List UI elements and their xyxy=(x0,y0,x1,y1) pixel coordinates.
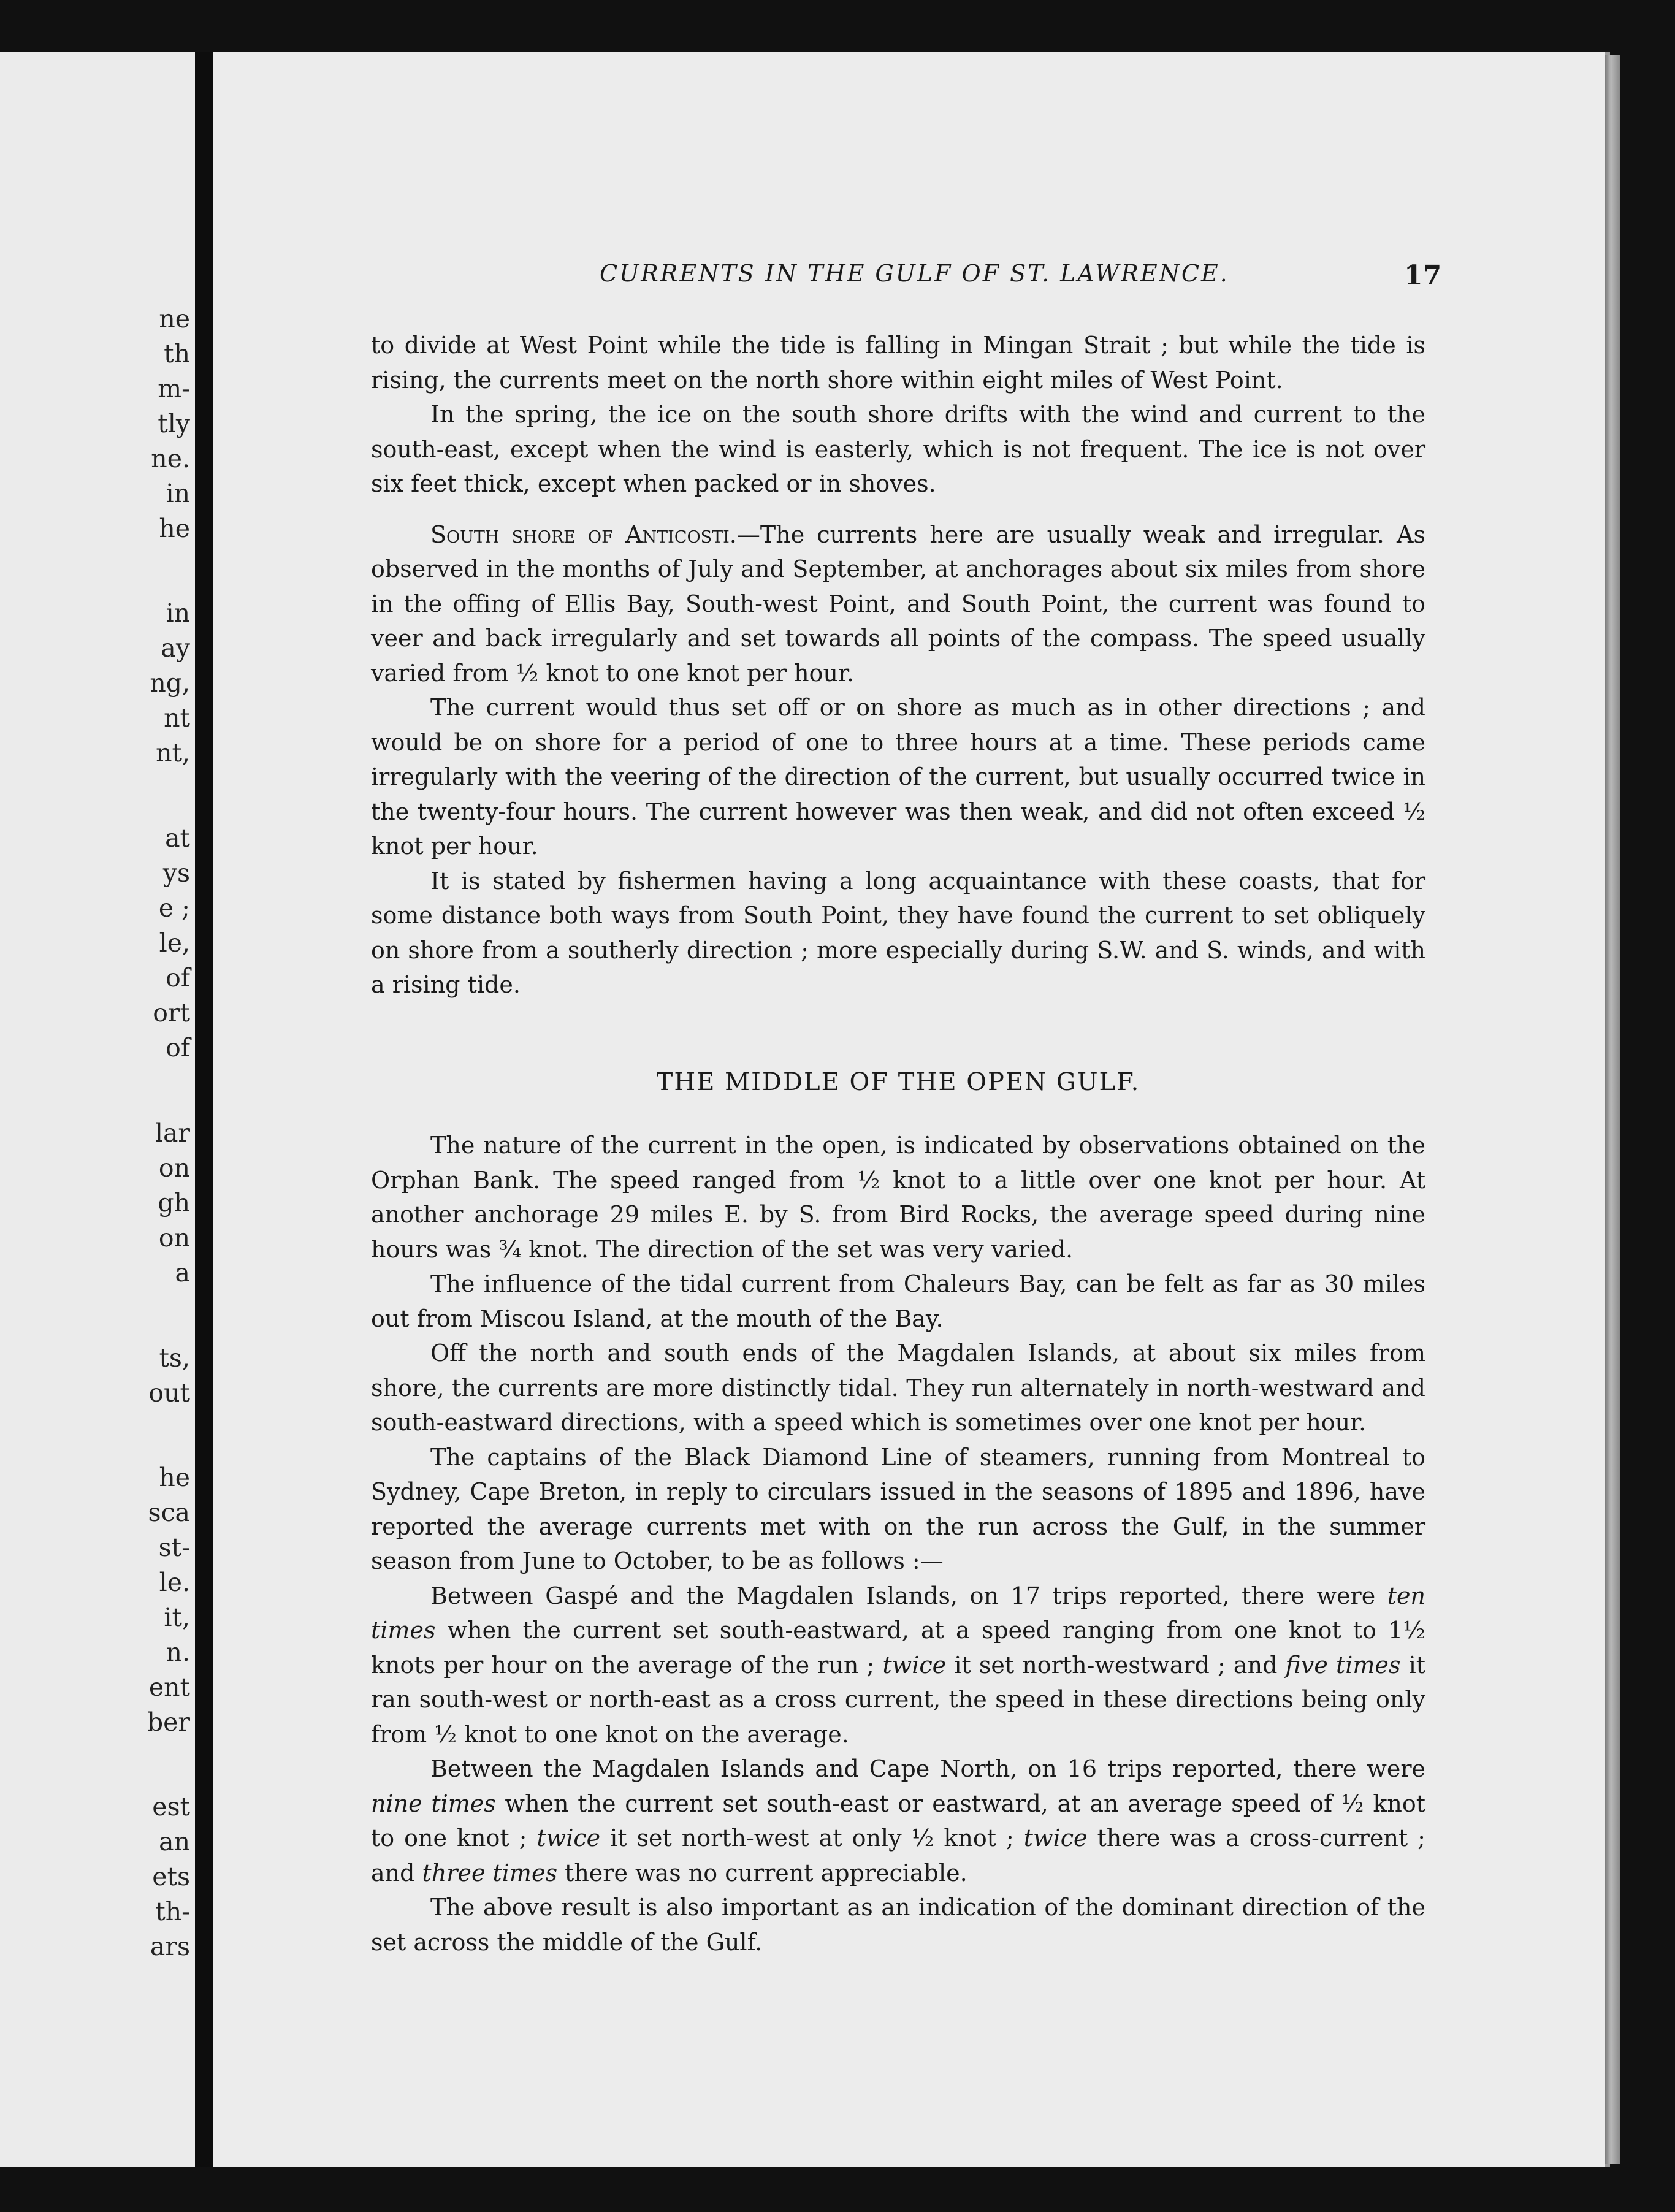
emphasis: twice xyxy=(536,1825,601,1852)
paragraph xyxy=(371,1752,1425,1890)
margin-word: ng, xyxy=(150,668,190,698)
section-heading: THE MIDDLE OF THE OPEN GULF. xyxy=(656,1068,1140,1096)
emphasis: twice xyxy=(1023,1825,1088,1852)
page-edge xyxy=(1605,55,1620,2164)
paragraph: The nature of the current in the open, is indicated by observations obtained on the Orphan Bank. The speed ranged from ½ knot to a little over one knot per hour. At another anchorage 29 miles E. by S. from Bird Rocks, the average speed during nine hours was ¾ knot. The direction of the set was very varied. xyxy=(371,1132,1425,1263)
emphasis: nine times xyxy=(371,1790,496,1817)
margin-word: ne xyxy=(159,304,190,334)
margin-word: ne. xyxy=(151,444,190,473)
paragraph-text: it ran south-west or north-east as a cross current, the speed in these directions being only from ½ knot to one knot on the average. xyxy=(371,1651,1425,1748)
margin-word: ort xyxy=(153,998,190,1028)
paragraph: The influence of the tidal current from Chaleurs Bay, can be felt as far as 30 miles out from Miscou Island, at the mouth of the Bay. xyxy=(371,1270,1425,1332)
margin-word: ber xyxy=(147,1707,190,1737)
paragraph-text: when the current set south-east or eastward, at an average speed of ½ knot to one knot ; xyxy=(371,1790,1425,1852)
margin-word: ars xyxy=(150,1932,190,1961)
margin-word: of xyxy=(166,963,190,993)
running-title: CURRENTS IN THE GULF OF ST. LAWRENCE. xyxy=(600,260,1229,287)
paragraph-text: there was no current appreciable. xyxy=(557,1859,967,1886)
paragraph: It is stated by fishermen having a long acquaintance with these coasts, that for some distance both ways from South Point, they have found the current to set obliquely on shore from a southerly direction ; more especially during S.W. and S. winds, and with a rising tide. xyxy=(371,867,1425,998)
margin-word: of xyxy=(166,1033,190,1062)
margin-word: e ; xyxy=(158,893,190,923)
margin-word: at xyxy=(165,823,190,853)
margin-word: sca xyxy=(148,1498,190,1527)
margin-word: nt, xyxy=(156,738,190,768)
paragraph-text: it set north-westward ; and xyxy=(946,1651,1286,1679)
emphasis: three times xyxy=(422,1859,557,1886)
margin-word: le, xyxy=(159,928,190,958)
margin-word: on xyxy=(158,1153,190,1183)
margin-word: a xyxy=(175,1258,190,1287)
paragraph: The captains of the Black Diamond Line of steamers, running from Montreal to Sydney, Cape Breton, in reply to circulars issued in the seasons of 1895 and 1896, have reported the average currents met with on the run across the Gulf, in the summer season from June to October, to be as follows :— xyxy=(371,1443,1425,1574)
margin-word: ent xyxy=(148,1672,190,1702)
paragraph: In the spring, the ice on the south shore drifts with the wind and current to the south-east, except when the wind is easterly, which is not frequent. The ice is not over six feet thick, except when packed or in shoves. xyxy=(371,401,1425,497)
margin-word: an xyxy=(159,1827,190,1856)
paragraph: to divide at West Point while the tide is falling in Mingan Strait ; but while the tide is rising, the currents meet on the north shore within eight miles of West Point. xyxy=(371,332,1425,394)
paragraph-text: there was a cross-current ; and xyxy=(371,1825,1425,1886)
margin-word: n. xyxy=(166,1638,190,1667)
margin-word: on xyxy=(158,1223,190,1253)
text-block-lower xyxy=(371,1128,1425,1959)
paragraph xyxy=(371,1579,1425,1752)
margin-word: lar xyxy=(155,1118,190,1148)
book-gutter xyxy=(195,52,213,2167)
facing-page-fragment xyxy=(0,52,195,2167)
margin-word: est xyxy=(152,1792,190,1821)
margin-word: in xyxy=(166,598,190,628)
paragraph-text: —The currents here are usually weak and irregular. As observed in the months of July and September, at anchorages about six miles from shore in the offing of Ellis Bay, South-west Point, and South Point, the current was found to veer and back irregularly and set towards all points of the compass. The speed usually varied from ½ knot to one knot per hour. xyxy=(371,521,1425,687)
paragraph: The above result is also important as an indication of the dominant direction of the set across the middle of the Gulf. xyxy=(371,1894,1425,1956)
emphasis: five times xyxy=(1285,1651,1401,1679)
margin-word: le. xyxy=(159,1568,190,1597)
margin-word: he xyxy=(159,1463,190,1492)
paragraph: The current would thus set off or on shore as much as in other directions ; and would be on shore for a period of one to three hours at a time. These periods came irregularly with the veering of the direction of the current, but usually occurred twice in the twenty-four hours. The current however was then weak, and did not often exceed ½ knot per hour. xyxy=(371,694,1425,860)
paragraph xyxy=(371,517,1425,691)
margin-word: ay xyxy=(161,633,190,663)
margin-word: ts, xyxy=(159,1343,190,1373)
margin-word: st- xyxy=(158,1533,190,1562)
margin-word: m- xyxy=(158,374,190,403)
paragraph-text: when the current set south-eastward, at a speed ranging from one knot to 1½ knots per hour on the average of the run ; xyxy=(371,1617,1425,1679)
margin-word: tly xyxy=(158,409,190,438)
margin-word: ets xyxy=(152,1862,190,1891)
text-block-upper xyxy=(371,328,1425,1002)
paragraph: Off the north and south ends of the Magdalen Islands, at about six miles from shore, the currents are more distinctly tidal. They run alternately in north-westward and south-eastward directions, with a speed which is sometimes over one knot per hour. xyxy=(371,1340,1425,1436)
margin-word: nt xyxy=(164,703,190,733)
margin-word: gh xyxy=(158,1188,190,1218)
margin-word: ys xyxy=(162,858,190,888)
margin-word: th- xyxy=(155,1897,190,1926)
paragraph-text: Between Gaspé and the Magdalen Islands, on 17 trips reported, there were xyxy=(430,1582,1387,1609)
emphasis: twice xyxy=(882,1651,947,1679)
page-number: 17 xyxy=(1404,260,1442,291)
margin-word: it, xyxy=(164,1603,190,1632)
margin-word: th xyxy=(164,339,190,368)
paragraph-text: Between the Magdalen Islands and Cape North, on 16 trips reported, there were xyxy=(430,1755,1425,1782)
margin-word: he xyxy=(159,514,190,543)
section-lead: South shore of Anticosti. xyxy=(430,521,737,548)
paragraph-text: it set north-west at only ½ knot ; xyxy=(600,1825,1024,1852)
margin-word: out xyxy=(148,1378,190,1408)
margin-word: in xyxy=(166,479,190,508)
emphasis: ten times xyxy=(371,1582,1425,1644)
